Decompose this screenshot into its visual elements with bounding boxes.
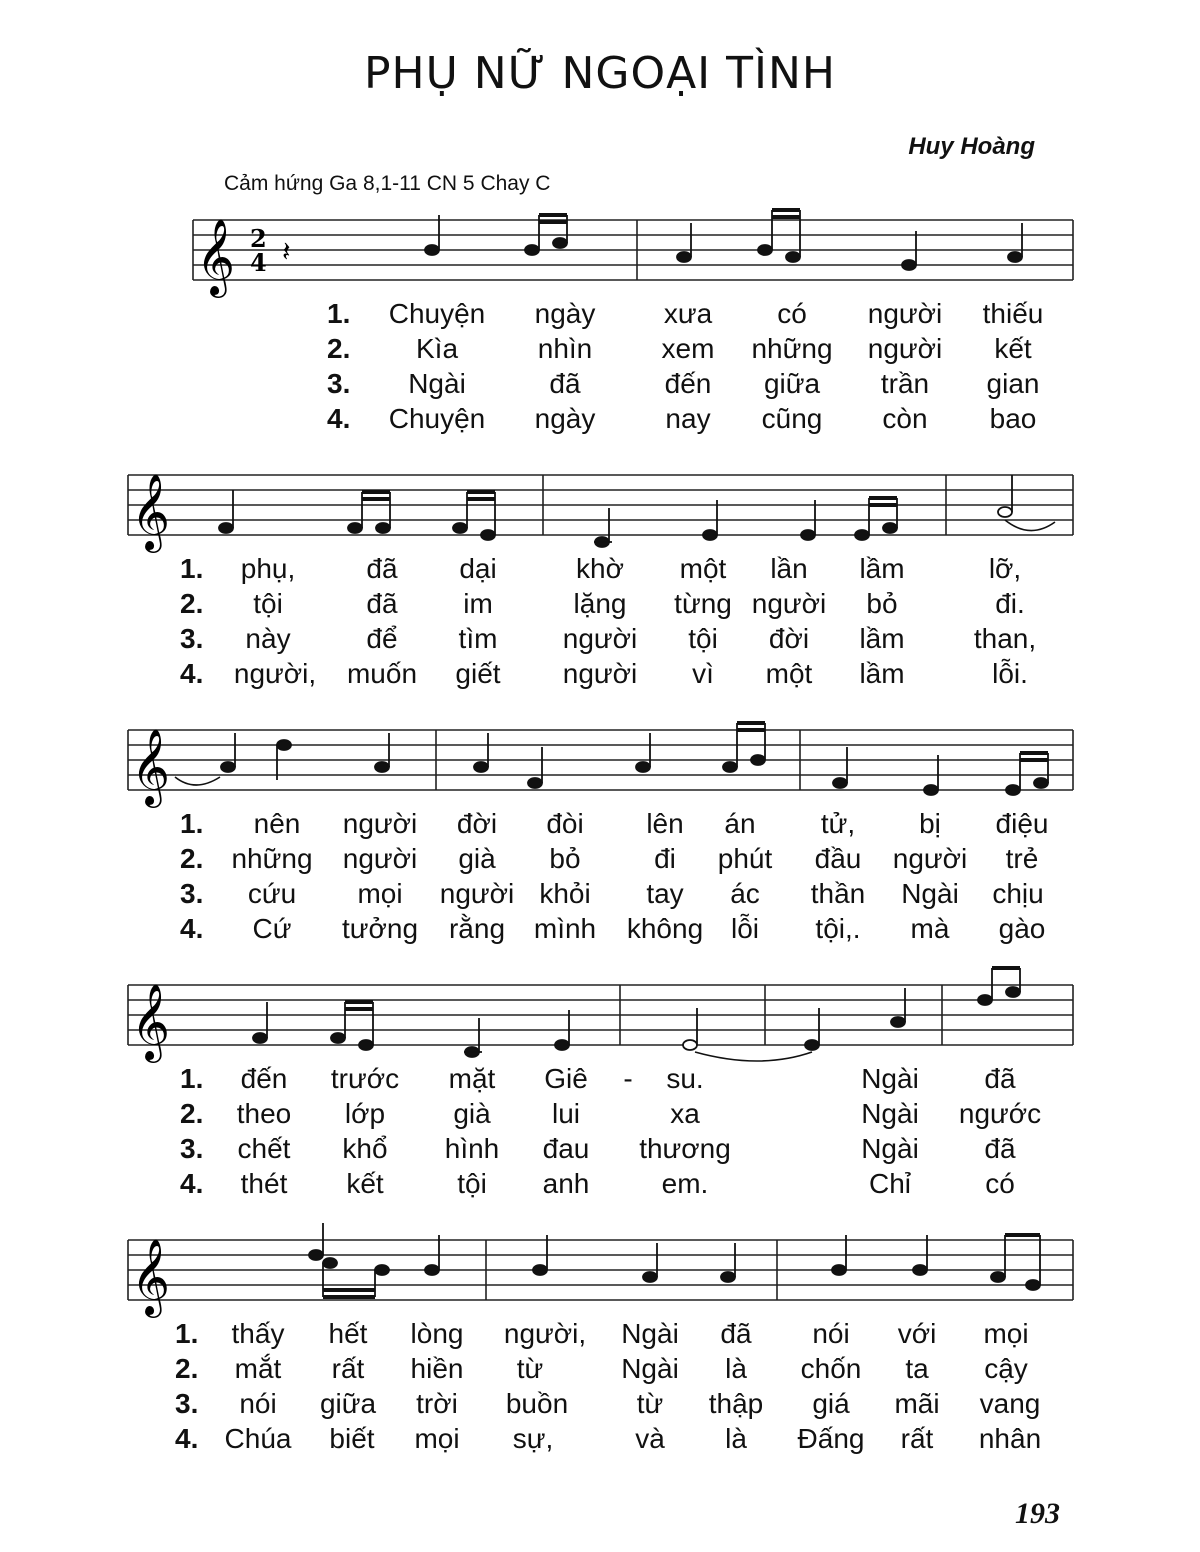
verse-number: 3. <box>327 368 351 399</box>
lyric-word: giết <box>455 658 501 689</box>
lyric-word: lớp <box>344 1098 386 1129</box>
lyric-word: chốn <box>800 1353 862 1384</box>
lyric-word: lầm <box>859 623 905 654</box>
verse-number: 4. <box>180 658 204 689</box>
inspiration-note: Cảm hứng Ga 8,1-11 CN 5 Chay C <box>224 172 551 195</box>
lyric-word: án <box>724 808 756 839</box>
lyric-word: Giê <box>544 1063 588 1094</box>
lyric-word: đau <box>542 1133 590 1164</box>
lyric-word: xem <box>661 333 715 364</box>
lyric-word: kết <box>994 333 1032 364</box>
lyric-word: - <box>623 1063 633 1094</box>
verse-line <box>0 1063 1200 1098</box>
verse-number: 1. <box>180 553 204 584</box>
lyric-word: đi. <box>995 588 1025 619</box>
lyric-word: Kìa <box>415 333 459 364</box>
lyric-word: đầu <box>814 843 862 874</box>
lyric-word: dại <box>459 553 497 584</box>
verse-line <box>0 843 1200 878</box>
lyric-word: lui <box>551 1098 581 1129</box>
lyrics-system-5 <box>0 1318 1200 1458</box>
lyric-word: chết <box>237 1133 291 1164</box>
lyric-word: ngước <box>958 1098 1042 1129</box>
lyric-word: phụ, <box>240 553 296 584</box>
staff-system-3 <box>0 705 1200 815</box>
lyric-word: tử, <box>820 808 856 839</box>
verse-line <box>0 808 1200 843</box>
lyric-word: có <box>985 1168 1015 1199</box>
lyric-word: xưa <box>663 298 713 329</box>
time-signature-top: 2 <box>250 224 267 253</box>
lyric-word: thét <box>240 1168 288 1199</box>
lyric-word: mọi <box>983 1318 1029 1349</box>
lyric-word: Ngài <box>621 1353 679 1384</box>
lyric-word: người <box>562 658 638 689</box>
lyric-word: hiền <box>410 1353 464 1384</box>
verse-line <box>0 1133 1200 1168</box>
lyric-word: lên <box>646 808 684 839</box>
lyric-word: bị <box>919 808 941 839</box>
lyric-word: già <box>453 1098 491 1129</box>
lyric-word: người <box>751 588 827 619</box>
lyric-word: khổ <box>342 1133 388 1164</box>
lyric-word: thấy <box>231 1318 285 1349</box>
lyric-word: Ngài <box>861 1098 919 1129</box>
lyric-word: này <box>245 623 291 654</box>
lyric-word: trời <box>416 1388 458 1419</box>
lyric-word: Ngài <box>861 1063 919 1094</box>
lyric-word: bỏ <box>549 843 581 874</box>
lyric-word: đã <box>984 1133 1016 1164</box>
verse-line <box>0 1098 1200 1133</box>
verse-number: 2. <box>180 843 204 874</box>
quarter-rest-icon: 𝄽 <box>282 235 291 268</box>
lyric-word: biết <box>329 1423 375 1454</box>
lyric-word: lỗi. <box>992 658 1028 689</box>
lyric-word: thập <box>708 1388 764 1419</box>
lyric-word: Chuyện <box>388 403 486 434</box>
lyric-word: lầm <box>859 553 905 584</box>
lyric-word: mọi <box>414 1423 460 1454</box>
staff-lines <box>193 220 1073 280</box>
lyric-word: với <box>897 1318 937 1349</box>
lyric-word: người, <box>503 1318 587 1349</box>
lyric-word: tội <box>688 623 718 654</box>
lyric-word: rằng <box>448 913 506 944</box>
lyric-word: người <box>867 298 943 329</box>
verse-number: 3. <box>180 623 204 654</box>
treble-clef-icon: 𝄞 <box>131 983 171 1060</box>
lyric-word: phút <box>717 843 773 874</box>
lyric-word: giữa <box>763 368 821 399</box>
lyric-word: đòi <box>546 808 584 839</box>
lyric-word: mình <box>533 913 597 944</box>
lyric-word: từ <box>516 1353 544 1384</box>
verse-number: 4. <box>180 1168 204 1199</box>
lyric-word: đã <box>549 368 581 399</box>
lyric-word: từ <box>636 1388 664 1419</box>
lyric-word: điệu <box>995 808 1049 839</box>
lyric-word: đến <box>664 368 712 399</box>
treble-clef-icon: 𝄞 <box>131 473 171 550</box>
lyric-word: nói <box>239 1388 277 1419</box>
verse-line <box>0 913 1200 948</box>
lyric-word: đã <box>720 1318 752 1349</box>
lyric-word: theo <box>236 1098 292 1129</box>
verse-line <box>0 553 1200 588</box>
lyric-word: đời <box>768 623 810 654</box>
verse-line <box>0 588 1200 623</box>
lyric-word: trần <box>880 368 930 399</box>
lyric-word: ngày <box>534 403 596 434</box>
lyric-word: người <box>342 843 418 874</box>
lyric-word: tìm <box>458 623 498 654</box>
lyric-word: lầm <box>859 658 905 689</box>
lyric-word: và <box>635 1423 665 1454</box>
lyric-word: tội <box>253 588 283 619</box>
lyric-word: khờ <box>576 553 624 584</box>
lyric-word: Cứ <box>252 913 292 944</box>
verse-line <box>0 1168 1200 1203</box>
verse-line <box>0 1318 1200 1353</box>
lyric-word: một <box>679 553 727 584</box>
notes <box>425 210 1022 270</box>
lyric-word: đời <box>456 808 498 839</box>
lyric-word: bao <box>989 403 1037 434</box>
lyric-word: nói <box>812 1318 850 1349</box>
lyrics-system-4 <box>0 1063 1200 1203</box>
lyric-word: lòng <box>410 1318 464 1349</box>
lyric-word: im <box>463 588 493 619</box>
time-signature-bottom: 4 <box>250 248 267 277</box>
lyric-word: đã <box>366 588 398 619</box>
lyric-word: nhìn <box>537 333 593 364</box>
lyrics-system-2 <box>0 553 1200 693</box>
verse-number: 2. <box>180 1098 204 1129</box>
lyric-word: xa <box>670 1098 700 1129</box>
verse-number: 3. <box>175 1388 199 1419</box>
lyric-word: rất <box>900 1423 934 1454</box>
verse-number: 4. <box>327 403 351 434</box>
verse-line <box>0 1388 1200 1423</box>
lyric-word: su. <box>666 1063 704 1094</box>
lyric-word: mọi <box>357 878 403 909</box>
lyric-word: những <box>231 843 313 874</box>
lyric-word: Chuyện <box>388 298 486 329</box>
lyric-word: cậy <box>984 1353 1028 1384</box>
lyric-word: Chỉ <box>868 1168 912 1199</box>
lyric-word: già <box>458 843 496 874</box>
staff-system-2 <box>0 450 1200 560</box>
staff-system-5 <box>0 1215 1200 1325</box>
lyric-word: vang <box>979 1388 1041 1419</box>
lyric-word: ngày <box>534 298 596 329</box>
lyric-word: muốn <box>346 658 418 689</box>
verse-line <box>0 1353 1200 1388</box>
lyric-word: đến <box>240 1063 288 1094</box>
lyric-word: Ngài <box>861 1133 919 1164</box>
lyric-word: cứu <box>247 878 297 909</box>
verse-number: 2. <box>175 1353 199 1384</box>
lyric-word: Ngài <box>408 368 466 399</box>
lyric-word: Ngài <box>621 1318 679 1349</box>
verse-line <box>0 623 1200 658</box>
staff-system-4 <box>0 960 1200 1070</box>
lyric-word: chịu <box>992 878 1044 909</box>
lyric-word: rất <box>331 1353 365 1384</box>
treble-clef-icon: 𝄞 <box>196 218 236 295</box>
lyric-word: hình <box>444 1133 500 1164</box>
lyric-word: tay <box>646 878 684 909</box>
verse-number: 2. <box>327 333 351 364</box>
lyric-word: anh <box>542 1168 590 1199</box>
lyric-word: mắt <box>234 1353 282 1384</box>
lyric-word: thương <box>639 1133 731 1164</box>
lyric-word: cũng <box>761 403 823 434</box>
lyric-word: than, <box>973 623 1037 654</box>
lyric-word: người <box>439 878 515 909</box>
verse-number: 1. <box>327 298 351 329</box>
lyric-word: gian <box>986 368 1040 399</box>
lyric-word: buồn <box>505 1388 569 1419</box>
lyric-word: có <box>777 298 807 329</box>
lyric-word: mặt <box>448 1063 496 1094</box>
lyric-word: trước <box>330 1063 400 1094</box>
lyric-word: sự, <box>512 1423 554 1454</box>
verse-number: 3. <box>180 1133 204 1164</box>
lyric-word: Đấng <box>797 1423 865 1454</box>
lyric-word: người <box>867 333 943 364</box>
lyric-word: vì <box>692 658 714 689</box>
page-number: 193 <box>1015 1497 1060 1530</box>
verse-number: 4. <box>175 1423 199 1454</box>
lyric-word: khỏi <box>539 878 591 909</box>
lyric-word: trẻ <box>1005 843 1039 874</box>
composer-name: Huy Hoàng <box>908 133 1035 160</box>
lyric-word: nay <box>665 403 711 434</box>
lyric-word: người <box>342 808 418 839</box>
lyric-word: lần <box>770 553 808 584</box>
lyric-word: thiếu <box>982 298 1044 329</box>
lyric-word: để <box>366 623 398 654</box>
lyric-word: lặng <box>573 588 627 619</box>
lyric-word: còn <box>882 403 928 434</box>
verse-line <box>0 333 1200 368</box>
lyric-word: người <box>892 843 968 874</box>
lyric-word: là <box>725 1423 747 1454</box>
treble-clef-icon: 𝄞 <box>131 728 171 805</box>
lyric-word: kết <box>346 1168 384 1199</box>
lyric-word: một <box>765 658 813 689</box>
lyric-word: từng <box>674 588 732 619</box>
lyric-word: không <box>626 913 704 944</box>
lyric-word: là <box>725 1353 747 1384</box>
lyric-word: lỡ, <box>988 553 1022 584</box>
lyric-word: giá <box>812 1388 850 1419</box>
lyric-word: lỗi <box>730 913 760 944</box>
lyric-word: người <box>562 623 638 654</box>
lyric-word: tội <box>457 1168 487 1199</box>
lyric-word: hết <box>328 1318 368 1349</box>
verse-number: 2. <box>180 588 204 619</box>
verse-number: 4. <box>180 913 204 944</box>
verse-number: 1. <box>180 808 204 839</box>
lyric-word: những <box>751 333 833 364</box>
lyric-word: đã <box>984 1063 1016 1094</box>
song-title: PHỤ NỮ NGOẠI TÌNH <box>363 48 837 99</box>
verse-number: 3. <box>180 878 204 909</box>
lyric-word: giữa <box>319 1388 377 1419</box>
lyric-word: thần <box>810 878 866 909</box>
verse-number: 1. <box>175 1318 199 1349</box>
verse-line <box>0 658 1200 693</box>
verse-line <box>0 368 1200 403</box>
verse-number: 1. <box>180 1063 204 1094</box>
lyric-word: gào <box>998 913 1046 944</box>
lyric-word: Chúa <box>224 1423 292 1454</box>
verse-line <box>0 1423 1200 1458</box>
lyric-word: đã <box>366 553 398 584</box>
lyric-word: mãi <box>894 1388 940 1419</box>
lyric-word: người, <box>233 658 317 689</box>
lyric-word: ta <box>905 1353 929 1384</box>
lyrics-system-3 <box>0 808 1200 948</box>
lyric-word: Ngài <box>901 878 959 909</box>
treble-clef-icon: 𝄞 <box>131 1238 171 1315</box>
lyric-word: em. <box>661 1168 709 1199</box>
verse-line <box>0 878 1200 913</box>
lyric-word: bỏ <box>866 588 898 619</box>
verse-line <box>0 403 1200 438</box>
lyric-word: tưởng <box>341 913 419 944</box>
lyric-word: nên <box>253 808 301 839</box>
lyric-word: ác <box>730 878 760 909</box>
lyric-word: nhân <box>978 1423 1042 1454</box>
staff-system-1 <box>0 195 1200 305</box>
lyric-word: đi <box>654 843 676 874</box>
lyric-word: tội,. <box>815 913 861 944</box>
lyrics-system-1 <box>0 298 1200 438</box>
lyric-word: mà <box>910 913 950 944</box>
verse-line <box>0 298 1200 333</box>
